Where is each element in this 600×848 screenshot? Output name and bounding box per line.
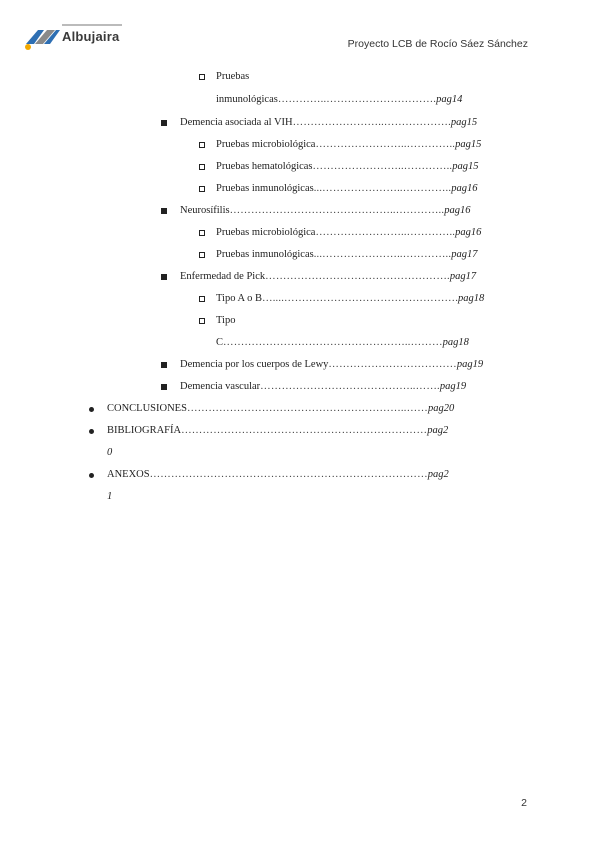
- toc-entry: Pruebas inmunológicas...…………………..…………..pag16: [216, 183, 478, 194]
- toc-entry: Tipo A o B…....………………………………………….pag18: [216, 293, 485, 304]
- hollow-square-bullet-icon: [199, 182, 205, 196]
- toc-entry: Enfermedad de Pick…………………………………………….pag17: [180, 271, 477, 282]
- hollow-square-bullet-icon: [199, 160, 205, 174]
- toc-entry-continuation: 0: [107, 447, 113, 458]
- square-bullet-icon: [161, 116, 167, 130]
- toc-entry: ANEXOS……………………………………………………………………pag2: [107, 469, 449, 480]
- hollow-square-bullet-icon: [199, 292, 205, 306]
- toc-entry: Pruebas: [216, 71, 250, 82]
- hollow-square-bullet-icon: [199, 226, 205, 240]
- toc-entry: Pruebas inmunológicas...…………………..…………..pag17: [216, 249, 478, 260]
- toc-entry: BIBLIOGRAFÍA……………………………………………………………pag2: [107, 425, 449, 436]
- toc-entry: Pruebas microbiológica……………………..…………..pag15: [216, 139, 482, 150]
- square-bullet-icon: [161, 358, 167, 372]
- toc-entry: CONCLUSIONES……………………………………………………..……pag20: [107, 403, 455, 414]
- toc-entry: Demencia vascular……………………………………..…….pag19: [180, 381, 467, 392]
- square-bullet-icon: [161, 270, 167, 284]
- hollow-square-bullet-icon: [199, 70, 205, 84]
- toc-entry: Pruebas microbiológica……………………..…………..pag16: [216, 227, 482, 238]
- toc-entry: Tipo: [216, 315, 236, 326]
- toc-entry: Demencia asociada al VIH……………………..……………….pag15: [180, 117, 478, 128]
- toc-entry-continuation: 1: [107, 491, 113, 502]
- toc-entry: Pruebas hematológicas……………………..…………..pag15: [216, 161, 479, 172]
- page-header-title: Proyecto LCB de Rocío Sáez Sánchez: [347, 38, 528, 50]
- square-bullet-icon: [161, 204, 167, 218]
- hollow-square-bullet-icon: [199, 314, 205, 328]
- toc-entry: Demencia por los cuerpos de Lewy………………………………pag19: [180, 359, 484, 370]
- toc-entry: inmunológicas…………..………………………….pag14: [216, 94, 463, 105]
- round-bullet-icon: [89, 424, 94, 438]
- toc-entry: Neurosífilis………………………………………..…………..pag16: [180, 205, 471, 216]
- square-bullet-icon: [161, 380, 167, 394]
- round-bullet-icon: [89, 402, 94, 416]
- logo-tagline-bar: [62, 24, 122, 26]
- hollow-square-bullet-icon: [199, 138, 205, 152]
- round-bullet-icon: [89, 468, 94, 482]
- logo-text: Albujaira: [62, 29, 120, 44]
- hollow-square-bullet-icon: [199, 248, 205, 262]
- toc-entry: C……………………………………………..………pag18: [216, 337, 469, 348]
- page-number: 2: [521, 797, 527, 809]
